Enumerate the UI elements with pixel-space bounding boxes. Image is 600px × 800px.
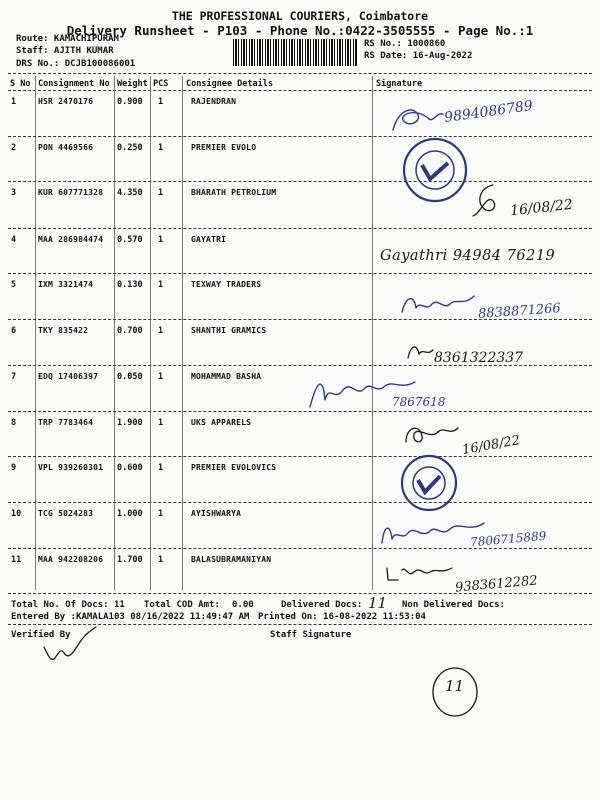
signature-scribble — [400, 420, 460, 450]
table-bottom-rule — [8, 593, 592, 594]
company-title: THE PROFESSIONAL COURIERS, Coimbatore — [171, 9, 429, 23]
row-pcs: 1 — [158, 235, 164, 245]
row-consignee: AYISHWARYA — [191, 509, 242, 518]
row-sno: 8 — [11, 418, 17, 428]
row-sno: 7 — [11, 372, 17, 382]
handwritten-phone: 8838871266 — [477, 301, 562, 322]
delivered-label: Delivered Docs: — [281, 600, 363, 610]
row-pcs: 1 — [158, 97, 164, 107]
cod-value: 0.00 — [232, 600, 254, 610]
row-consignment: PON 4469566 — [38, 143, 94, 152]
non-delivered-label: Non Delivered Docs: — [402, 600, 505, 610]
signature-scribble — [384, 562, 454, 584]
entered-by: Entered By :KAMALA103 08/16/2022 11:49:47 AM — [11, 612, 250, 622]
header-rule — [8, 90, 592, 91]
row-consignment: IXM 3321474 — [38, 280, 94, 289]
row-weight: 1.700 — [117, 555, 143, 565]
row-sno: 4 — [11, 235, 17, 245]
row-consignee: UKS APPARELS — [191, 418, 252, 427]
handwritten-phone: 9383612282 — [454, 573, 539, 596]
col-divider — [182, 76, 183, 590]
row-consignee: BHARATH PETROLIUM — [191, 188, 277, 197]
staff-signature-label: Staff Signature — [270, 630, 352, 640]
row-consignment: MAA 286984474 — [38, 235, 104, 244]
row-weight: 1.900 — [117, 418, 143, 428]
printed-on: Printed On: 16-08-2022 11:53:04 — [258, 612, 426, 622]
handwritten-phone: 7806715889 — [469, 528, 547, 550]
signature-scribble — [398, 290, 478, 320]
row-pcs: 1 — [158, 280, 164, 290]
col-header-consignee: Consignee Details — [186, 79, 273, 89]
row-consignment: TRP 7783464 — [38, 418, 94, 427]
staff-label: Staff: AJITH KUMAR — [16, 46, 114, 56]
verified-by-label: Verified By — [11, 630, 71, 640]
row-sno: 6 — [11, 326, 17, 336]
row-consignment: KUR 607771328 — [38, 188, 104, 197]
row-consignee: TEXWAY TRADERS — [191, 280, 262, 289]
row-weight: 0.570 — [117, 235, 143, 245]
row-pcs: 1 — [158, 418, 164, 428]
row-pcs: 1 — [158, 372, 164, 382]
delivery-stamp — [398, 452, 460, 514]
row-consignee: BALASUBRAMANIYAN — [191, 555, 272, 564]
signature-scribble — [468, 180, 508, 220]
total-docs-value: 11 — [114, 600, 125, 610]
handwritten-delivered-count: 11 — [368, 594, 388, 612]
col-header-signature: Signature — [376, 79, 423, 89]
row-consignment: HSR 2470176 — [38, 97, 94, 106]
row-consignee: GAYATRI — [191, 235, 227, 244]
row-sno: 3 — [11, 188, 17, 198]
handwritten-phone: 7867618 — [392, 395, 446, 409]
row-sno: 5 — [11, 280, 17, 290]
row-sno: 1 — [11, 97, 17, 107]
table-top-rule — [8, 73, 592, 74]
row-consignee: RAJENDRAN — [191, 97, 237, 106]
row-weight: 0.050 — [117, 372, 143, 382]
col-divider — [372, 76, 373, 590]
rs-date: RS Date: 16-Aug-2022 — [364, 51, 473, 61]
row-divider — [8, 548, 592, 549]
row-consignee: PREMIER EVOLOVICS — [191, 463, 277, 472]
row-consignment: MAA 942208206 — [38, 555, 104, 564]
row-weight: 4.350 — [117, 188, 143, 198]
row-weight: 0.700 — [117, 326, 143, 336]
row-pcs: 1 — [158, 188, 164, 198]
col-header-weight: Weight — [117, 79, 148, 89]
row-weight: 0.900 — [117, 97, 143, 107]
row-sno: 11 — [11, 555, 22, 565]
row-weight: 0.250 — [117, 143, 143, 153]
row-weight: 0.130 — [117, 280, 143, 290]
row-sno: 2 — [11, 143, 17, 153]
row-consignee: MOHAMMAD BASHA — [191, 372, 262, 381]
col-header-consignment: Consignment No — [38, 79, 110, 89]
signature-scribble — [388, 100, 448, 140]
col-header-pcs: PCS — [153, 79, 169, 89]
handwritten-date: 16/08/22 — [509, 196, 574, 220]
row-pcs: 1 — [158, 555, 164, 565]
staff-signature-mark: 11 — [445, 677, 465, 695]
row-consignment: EDQ 17406397 — [38, 372, 99, 381]
signature-scribble — [405, 340, 435, 362]
row-sno: 10 — [11, 509, 22, 519]
cod-label: Total COD Amt: — [144, 600, 220, 610]
row-divider — [8, 228, 592, 229]
handwritten-name-phone: Gayathri 94984 76219 — [380, 248, 556, 264]
row-consignment: TCG 5024283 — [38, 509, 94, 518]
col-header-sno: S No — [10, 79, 31, 89]
row-pcs: 1 — [158, 143, 164, 153]
row-pcs: 1 — [158, 509, 164, 519]
row-consignee: PREMIER EVOLO — [191, 143, 257, 152]
barcode — [233, 39, 357, 66]
handwritten-phone: 8361322337 — [434, 350, 524, 366]
handwritten-phone: 9894086789 — [443, 97, 534, 127]
row-pcs: 1 — [158, 463, 164, 473]
runsheet-subtitle: Delivery Runsheet - P103 - Phone No.:0422-3505555 - Page No.:1 — [66, 23, 534, 38]
total-docs-label: Total No. Of Docs: — [11, 600, 109, 610]
row-consignment: VPL 939260301 — [38, 463, 104, 472]
row-divider — [8, 273, 592, 274]
row-sno: 9 — [11, 463, 17, 473]
row-divider — [8, 136, 592, 137]
col-divider — [35, 76, 36, 590]
col-divider — [150, 76, 151, 590]
drs-number: DRS No.: DCJB100086001 — [16, 59, 136, 69]
route-label: Route: KAMACHIPURAM — [16, 34, 119, 44]
row-divider — [8, 411, 592, 412]
rs-number: RS No.: 1000860 — [364, 39, 446, 49]
row-divider — [8, 456, 592, 457]
row-divider — [8, 502, 592, 503]
verified-tick-mark — [40, 625, 100, 665]
delivery-stamp — [400, 135, 470, 205]
handwritten-date: 16/08/22 — [461, 433, 522, 458]
row-consignee: SHANTHI GRAMICS — [191, 326, 267, 335]
col-divider — [114, 76, 115, 590]
row-consignment: TKY 835422 — [38, 326, 89, 335]
row-weight: 0.600 — [117, 463, 143, 473]
row-pcs: 1 — [158, 326, 164, 336]
row-weight: 1.000 — [117, 509, 143, 519]
